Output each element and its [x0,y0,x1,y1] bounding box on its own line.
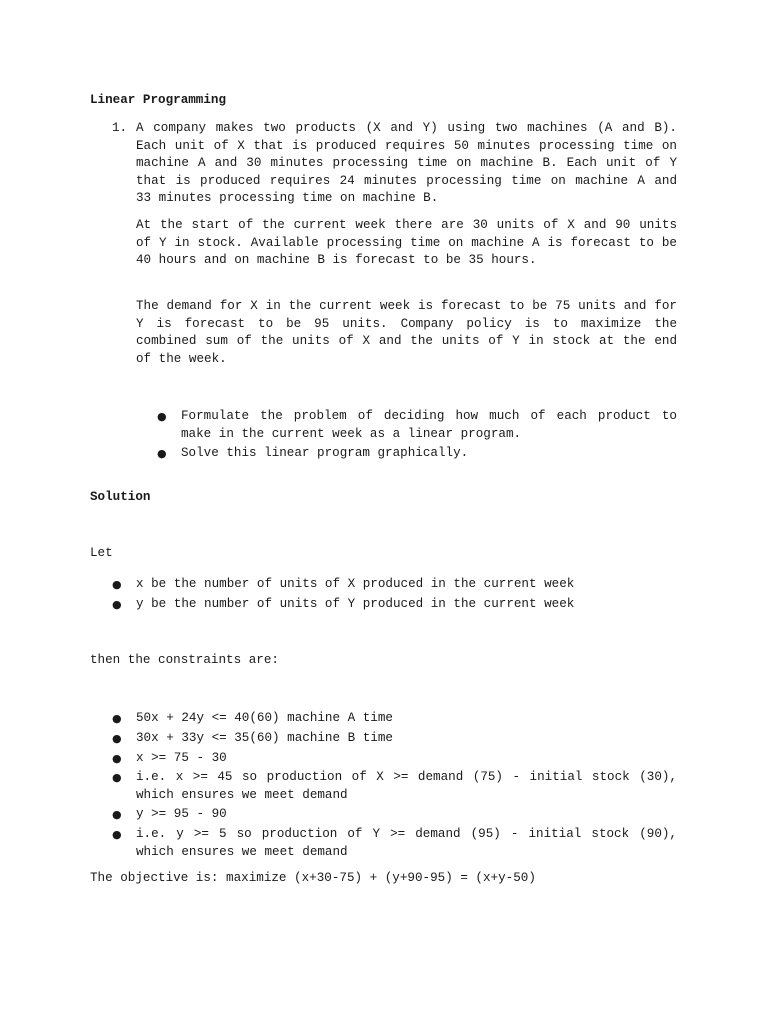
bullet-icon: ● [112,752,122,765]
constraint-text: i.e. x >= 45 so production of X >= demand (75) - initial stock (30), which ensures we meet demand [136,770,677,802]
problem-paragraph-2: At the start of the current week there are 30 units of X and 90 units of Y in stock. Available processing time on machine A is forecast to be 40 hours and on machine B is forecast to be 35 hours. [136,218,677,268]
variable-text: x be the number of units of X produced in the current week [136,577,575,591]
variable-item [112,596,677,614]
bullet-icon: ● [112,808,122,821]
bullet-icon: ● [157,447,167,460]
task-item [157,445,677,463]
task-text: Formulate the problem of deciding how much of each product to make in the current week as a linear program. [181,409,677,441]
task-text: Solve this linear program graphically. [181,446,469,460]
constraint-item [112,730,677,748]
objective-statement: The objective is: maximize (x+30-75) + (y+90-95) = (x+y-50) [90,871,536,885]
constraint-text: x >= 75 - 30 [136,751,227,765]
constraint-item [112,806,677,824]
bullet-icon: ● [112,598,122,611]
solution-heading: Solution [90,490,151,504]
constraint-item [112,826,677,862]
problem-paragraph-1: A company makes two products (X and Y) using two machines (A and B). Each unit of X that is produced requires 50 minutes processing time on machine A and 30 minutes processing time on machine B. Each unit of Y that is produced requires 24 minutes processing time on machine A and 33 minutes processing time on machine B. [136,121,677,206]
problem-number: 1. [112,121,128,135]
constraint-item [112,750,677,768]
task-item [157,408,677,444]
constraints-intro: then the constraints are: [90,653,279,667]
constraint-text: i.e. y >= 5 so production of Y >= demand (95) - initial stock (90), which ensures we meet demand [136,827,677,859]
bullet-icon: ● [112,828,122,841]
bullet-icon: ● [112,732,122,745]
bullet-icon: ● [112,712,122,725]
bullet-icon: ● [112,578,122,591]
document-title: Linear Programming [90,93,227,107]
bullet-icon: ● [157,410,167,423]
variable-item [112,576,677,594]
problem-paragraph-3: The demand for X in the current week is forecast to be 75 units and for Y is forecast to be 95 units. Company policy is to maximize the combined sum of the units of X and the units of Y in stock at the end of the week. [136,299,677,366]
constraint-text: 50x + 24y <= 40(60) machine A time [136,711,393,725]
variable-text: y be the number of units of Y produced in the current week [136,597,575,611]
constraint-item [112,769,677,805]
bullet-icon: ● [112,771,122,784]
constraint-item [112,710,677,728]
constraint-text: y >= 95 - 90 [136,807,227,821]
constraint-text: 30x + 33y <= 35(60) machine B time [136,731,393,745]
let-label: Let [90,546,113,560]
